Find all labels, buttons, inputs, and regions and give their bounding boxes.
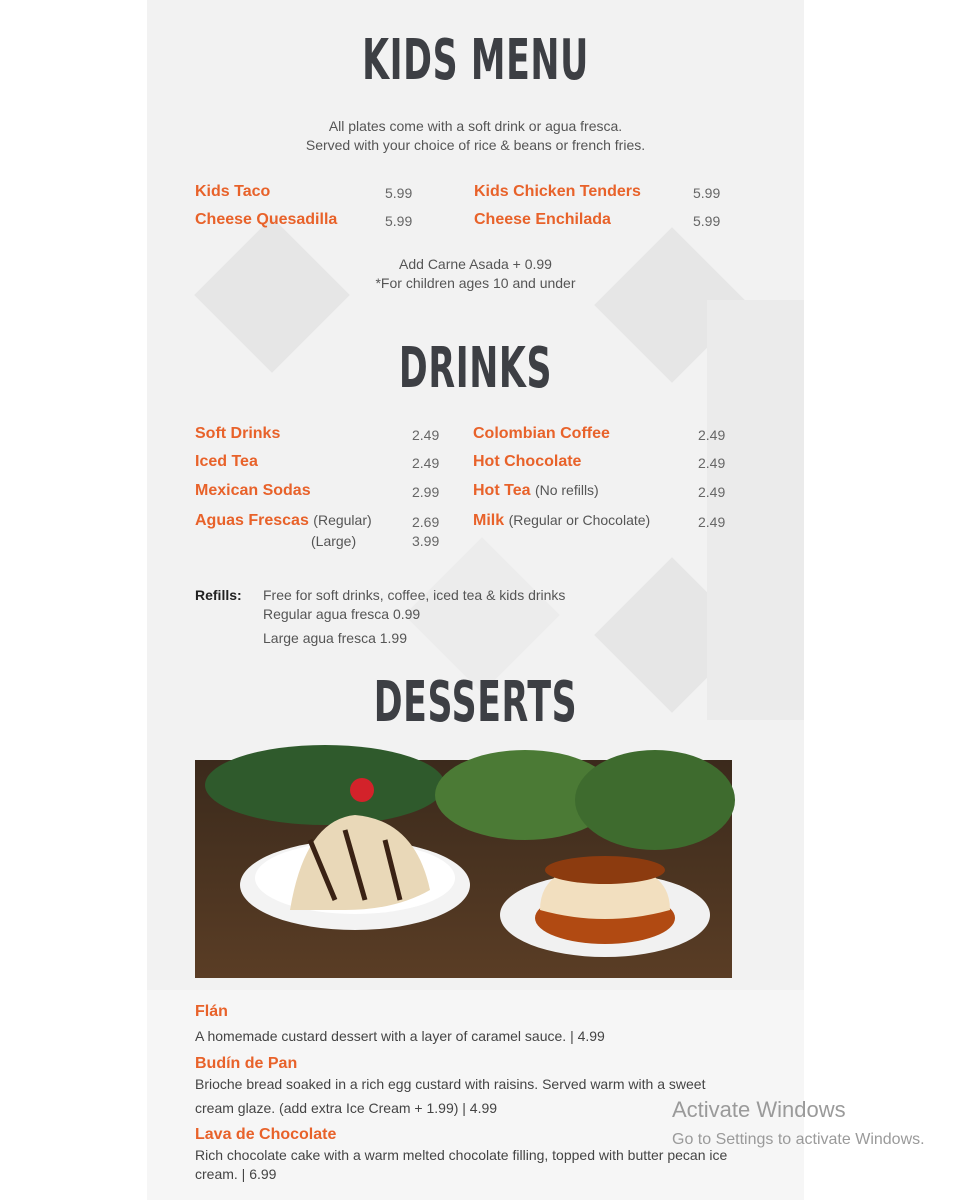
activate-windows-watermark: Activate Windows [672, 1097, 846, 1122]
desserts-photo-illustration [195, 760, 732, 978]
kids-item-price: 5.99 [693, 185, 721, 201]
drink-price: 2.49 [698, 455, 726, 471]
dessert-name: Lava de Chocolate [195, 1126, 337, 1143]
kids-item-price: 5.99 [385, 213, 413, 229]
drink-name [473, 512, 650, 530]
drink-price: 2.49 [698, 427, 726, 443]
drink-detail-large: (Large) [311, 533, 357, 549]
drink-price: 2.49 [412, 455, 440, 471]
kids-menu-title: KIDS MENU [362, 28, 589, 93]
drink-name-text: Milk [473, 512, 505, 529]
kids-item-name: Kids Taco [195, 183, 271, 200]
activate-windows-subtext: Go to Settings to activate Windows. [672, 1131, 925, 1148]
drink-price: 2.49 [698, 484, 726, 500]
menu-page [147, 0, 804, 1200]
drink-detail: (Regular or Chocolate) [508, 512, 651, 528]
kids-age-note: *For children ages 10 and under [375, 275, 576, 291]
kids-item-price: 5.99 [693, 213, 721, 229]
kids-item-name: Kids Chicken Tenders [474, 183, 641, 200]
drink-price: 2.49 [412, 427, 440, 443]
drink-name [473, 482, 599, 500]
drink-detail: (Regular) [313, 512, 372, 528]
drink-name: Mexican Sodas [195, 482, 311, 499]
drink-name: Iced Tea [195, 453, 258, 470]
dessert-desc: A homemade custard dessert with a layer of caramel sauce. | 4.99 [195, 1028, 605, 1044]
dessert-desc: Rich chocolate cake with a warm melted chocolate filling, topped with butter pecan ice cream. | 6.99 [195, 1147, 728, 1182]
drink-name: Colombian Coffee [473, 425, 610, 442]
kids-item-price: 5.99 [385, 185, 413, 201]
drink-price: 2.49 [698, 514, 726, 530]
dessert-desc: Brioche bread soaked in a rich egg custard with raisins. Served warm with a sweet cream glaze. (add extra Ice Cream + 1.99) | 4.99 [195, 1076, 706, 1116]
kids-intro-line1: All plates come with a soft drink or agua fresca. [328, 118, 623, 134]
drink-name: Hot Chocolate [473, 453, 582, 470]
refill-line: Regular agua fresca 0.99 [263, 606, 421, 622]
kids-item-name: Cheese Enchilada [474, 211, 611, 228]
drinks-title: DRINKS [398, 336, 553, 401]
drink-detail: (No refills) [534, 482, 599, 498]
drink-price-large: 3.99 [412, 533, 440, 549]
refills-label: Refills: [195, 587, 242, 603]
desserts-title: DESSERTS [373, 670, 578, 735]
kids-intro-line2: Served with your choice of rice & beans or french fries. [305, 137, 646, 153]
kids-item-name: Cheese Quesadilla [195, 211, 338, 228]
dessert-name: Flán [195, 1003, 228, 1020]
drink-price: 2.69 [412, 514, 440, 530]
drink-price: 2.99 [412, 484, 440, 500]
dessert-name: Budín de Pan [195, 1055, 298, 1072]
kids-addon-note: Add Carne Asada + 0.99 [399, 256, 552, 272]
refill-line: Free for soft drinks, coffee, iced tea & kids drinks [263, 587, 566, 603]
drink-name: Soft Drinks [195, 425, 281, 442]
refill-line: Large agua fresca 1.99 [263, 630, 407, 646]
tile-column [707, 300, 804, 720]
desserts-photo [195, 760, 732, 978]
drink-name-text: Aguas Frescas [195, 512, 309, 529]
drink-name [195, 512, 372, 530]
drink-name-text: Hot Tea [473, 482, 531, 499]
